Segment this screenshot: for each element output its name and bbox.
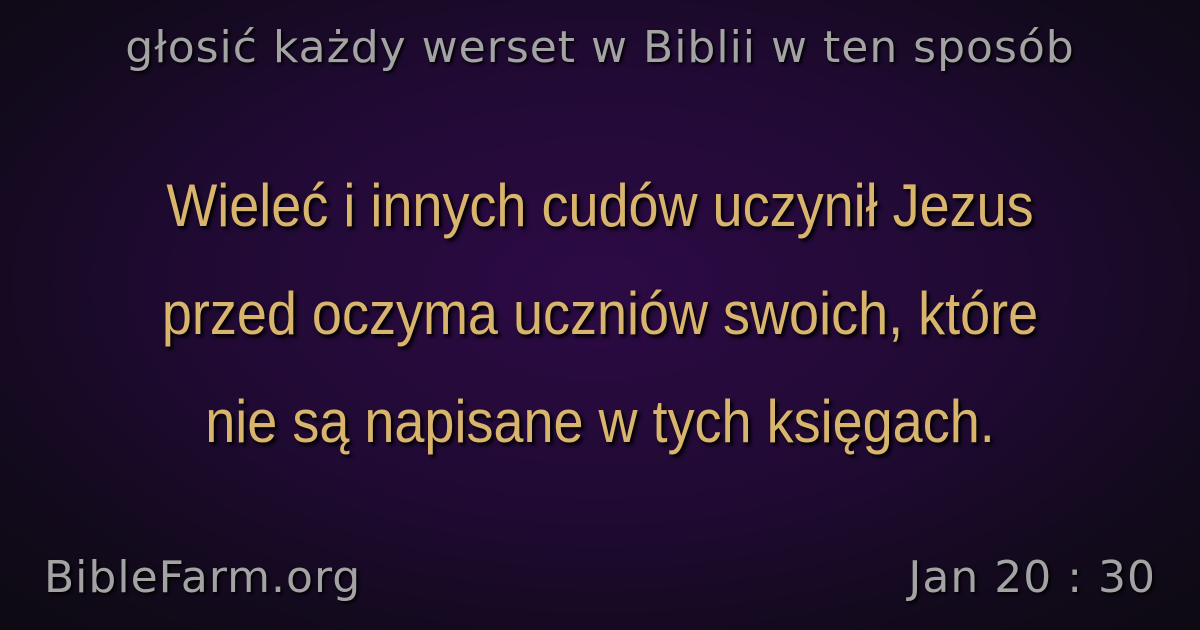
tagline: głosić każdy werset w Biblii w ten sposób [125,22,1075,73]
verse-line: Wieleć i innych cudów uczynił Jezus [166,172,1034,239]
site-name: BibleFarm.org [44,552,362,603]
verse-reference: Jan 20 : 30 [908,552,1156,603]
verse-line: nie są napisane w tych księgach. [205,388,995,455]
verse-line: przed oczyma uczniów swoich, które [161,280,1039,347]
verse-text [96,152,1104,476]
